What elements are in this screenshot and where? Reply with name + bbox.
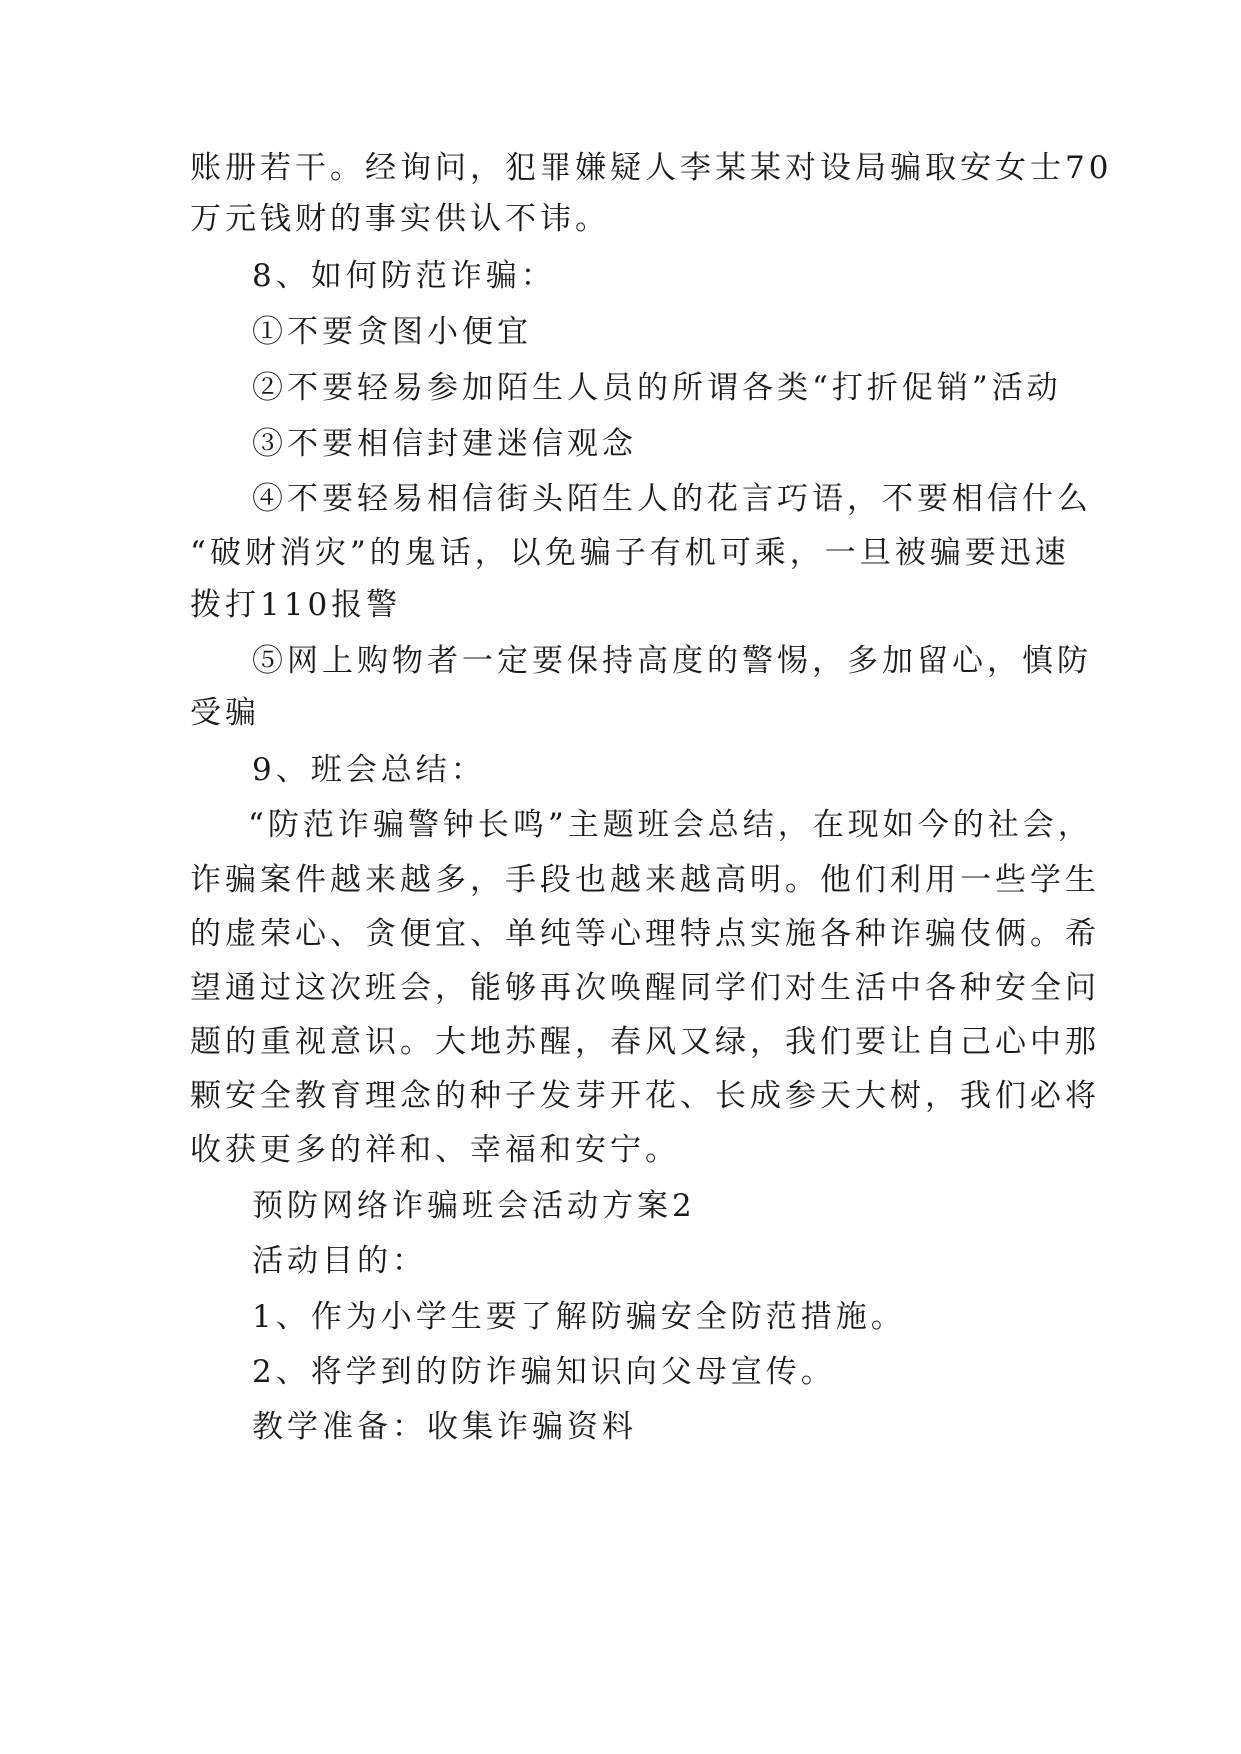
paragraph-line: 颗安全教育理念的种子发芽开花、长成参天大树，我们必将: [190, 1078, 1100, 1114]
text-line: 受骗: [190, 695, 260, 731]
list-item: ⑤网上购物者一定要保持高度的警惕，多加留心，慎防: [252, 643, 1092, 679]
paragraph-line: “防范诈骗警钟长鸣”主题班会总结，在现如今的社会，: [248, 807, 1093, 843]
list-item: ①不要贪图小便宜: [252, 314, 532, 350]
paragraph-line: 望通过这次班会，能够再次唤醒同学们对生活中各种安全问: [190, 970, 1100, 1006]
section-heading: 活动目的：: [252, 1243, 427, 1279]
text-line: 账册若干。经询问，犯罪嫌疑人李某某对设局骗取安女士70: [190, 150, 1113, 186]
section-title: 预防网络诈骗班会活动方案2: [252, 1188, 696, 1224]
paragraph-line: 收获更多的祥和、幸福和安宁。: [190, 1132, 680, 1168]
text-line: 教学准备：收集诈骗资料: [252, 1409, 637, 1445]
section-heading: 8、如何防范诈骗：: [252, 258, 556, 294]
list-item: 2、将学到的防诈骗知识向父母宣传。: [252, 1354, 836, 1390]
text-line: 万元钱财的事实供认不讳。: [190, 201, 610, 237]
section-heading: 9、班会总结：: [252, 752, 486, 788]
text-line: 拨打110报警: [190, 587, 402, 623]
list-item: ④不要轻易相信街头陌生人的花言巧语，不要相信什么: [252, 481, 1092, 517]
paragraph-line: 题的重视意识。大地苏醒，春风又绿，我们要让自己心中那: [190, 1024, 1100, 1060]
list-item: ②不要轻易参加陌生人员的所谓各类“打折促销”活动: [252, 370, 1062, 406]
paragraph-line: 的虚荣心、贪便宜、单纯等心理特点实施各种诈骗伎俩。希: [190, 916, 1100, 952]
list-item: ③不要相信封建迷信观念: [252, 426, 637, 462]
list-item: 1、作为小学生要了解防骗安全防范措施。: [252, 1299, 906, 1335]
text-line: “破财消灾”的鬼话，以免骗子有机可乘，一旦被骗要迅速: [190, 535, 1070, 571]
paragraph-line: 诈骗案件越来越多，手段也越来越高明。他们利用一些学生: [190, 862, 1100, 898]
